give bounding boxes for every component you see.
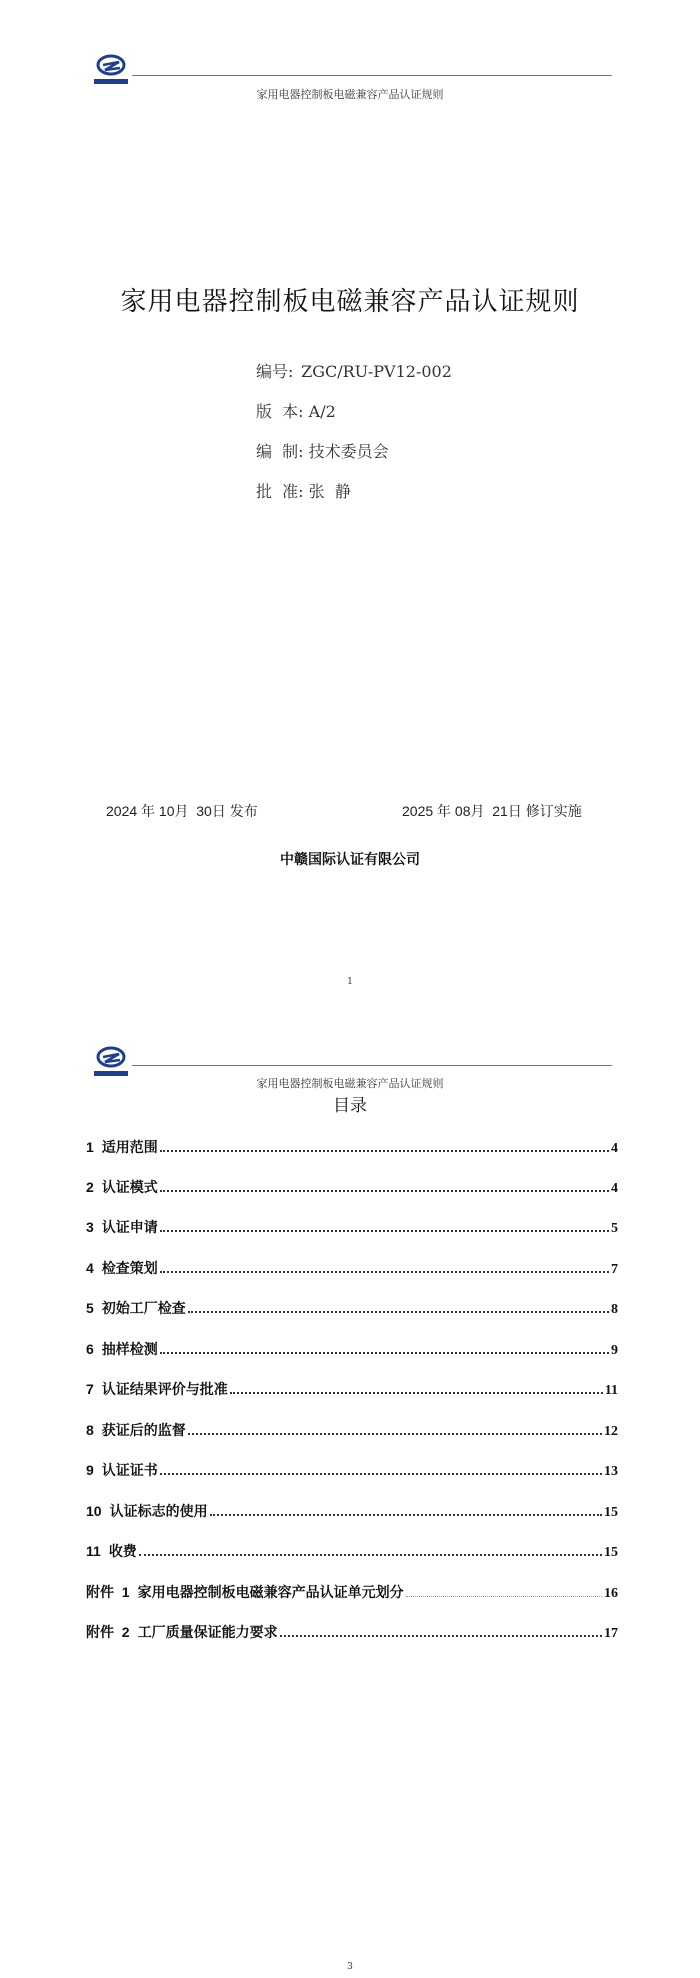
toc-entry[interactable] [86, 1420, 618, 1440]
page-number: 3 [347, 1962, 353, 1972]
toc-entry-number: 6 [86, 1341, 94, 1357]
toc-entry[interactable] [86, 1339, 618, 1359]
toc-entry-page: 9 [611, 1343, 618, 1358]
toc-entry-label: 获证后的监督 [101, 1423, 186, 1439]
meta-code [256, 359, 452, 382]
company-logo-icon [92, 53, 130, 87]
meta-version-value: A/2 [308, 402, 336, 421]
toc-entry-page: 13 [604, 1464, 618, 1479]
header-rule [132, 75, 612, 76]
toc-entry-number: 10 [86, 1503, 102, 1519]
toc-entry-number: 9 [86, 1462, 94, 1478]
toc-entry[interactable] [86, 1541, 618, 1561]
toc-entry[interactable] [86, 1258, 618, 1278]
toc-entry-label: 收费 [108, 1544, 137, 1560]
toc-entry[interactable] [86, 1622, 618, 1642]
toc-entry-page: 8 [611, 1302, 618, 1317]
toc-leader [230, 1392, 603, 1394]
document-title: 家用电器控制板电磁兼容产品认证规则 [120, 287, 580, 317]
toc-entry-label: 家用电器控制板电磁兼容产品认证单元划分 [137, 1585, 404, 1601]
toc-entry-page: 16 [604, 1586, 618, 1601]
meta-code-value: ZGC/RU-PV12-002 [301, 362, 452, 381]
toc-entry-page: 4 [611, 1181, 618, 1196]
toc-entry-label: 初始工厂检查 [101, 1301, 186, 1317]
toc-entry-number: 2 [86, 1179, 94, 1195]
toc-entry-page: 7 [611, 1262, 618, 1277]
toc-entry-page: 15 [604, 1545, 618, 1560]
toc-entry-label: 认证申请 [101, 1220, 158, 1236]
running-header: 家用电器控制板电磁兼容产品认证规则 [256, 1077, 444, 1090]
toc-entry-page: 4 [611, 1141, 618, 1156]
toc-entry-label: 适用范围 [101, 1140, 158, 1156]
toc-entry-number: 3 [86, 1219, 94, 1235]
toc-entry-label: 认证模式 [101, 1180, 158, 1196]
toc-leader [160, 1271, 609, 1273]
toc-entry-label: 检查策划 [101, 1261, 158, 1277]
toc-entry-label: 认证结果评价与批准 [101, 1382, 228, 1398]
meta-approved-value: 张 静 [308, 482, 351, 501]
meta-compiled [256, 439, 389, 462]
toc-entry-number: 1 [86, 1139, 94, 1155]
meta-approved-label: 批 准: [256, 482, 304, 501]
toc-entry-page: 5 [611, 1221, 618, 1236]
toc-leader [160, 1230, 609, 1232]
toc-leader [188, 1433, 602, 1435]
toc-entry-number: 附件 1 [86, 1584, 130, 1600]
header-rule [132, 1065, 612, 1066]
toc-entry-label: 认证标志的使用 [109, 1504, 208, 1520]
toc-entry-number: 11 [86, 1543, 101, 1559]
toc-entry-number: 7 [86, 1381, 94, 1397]
company-name: 中赣国际认证有限公司 [280, 851, 420, 867]
meta-approved [256, 479, 351, 502]
toc-entry-number: 5 [86, 1300, 94, 1316]
toc-entry-page: 17 [604, 1626, 618, 1641]
toc-leader [210, 1514, 602, 1516]
toc-entry-number: 附件 2 [86, 1624, 130, 1640]
toc-entry[interactable] [86, 1582, 618, 1602]
toc-leader [406, 1596, 602, 1597]
toc-entry[interactable] [86, 1217, 618, 1237]
toc-entry[interactable] [86, 1379, 618, 1399]
toc-entry-page: 15 [604, 1505, 618, 1520]
toc-leader [160, 1190, 609, 1192]
toc-entry-label: 工厂质量保证能力要求 [137, 1625, 278, 1641]
toc-entry[interactable] [86, 1137, 618, 1157]
meta-compiled-value: 技术委员会 [308, 442, 389, 461]
toc-leader [160, 1150, 609, 1152]
toc-entry-number: 4 [86, 1260, 94, 1276]
toc-leader [160, 1352, 609, 1354]
meta-version-label: 版 本: [256, 402, 304, 421]
toc-entry[interactable] [86, 1298, 618, 1318]
toc-leader [139, 1554, 602, 1556]
page-number: 1 [347, 977, 353, 987]
toc-entry-number: 8 [86, 1422, 94, 1438]
company-logo-icon [92, 1045, 130, 1079]
toc-leader [160, 1473, 602, 1475]
toc-leader [188, 1311, 609, 1313]
toc-title: 目录 [333, 1096, 367, 1116]
meta-code-label: 编号: [256, 362, 294, 381]
toc-entry[interactable] [86, 1177, 618, 1197]
publish-date: 2024 年 10月 30日 发布 [106, 803, 258, 819]
effective-date: 2025 年 08月 21日 修订实施 [402, 803, 582, 819]
toc-entry[interactable] [86, 1460, 618, 1480]
toc-entry-label: 抽样检测 [101, 1342, 158, 1358]
toc-entry[interactable] [86, 1501, 618, 1521]
meta-compiled-label: 编 制: [256, 442, 304, 461]
meta-version [256, 399, 336, 422]
toc-entry-label: 认证证书 [101, 1463, 158, 1479]
toc-entry-page: 11 [604, 1383, 618, 1398]
toc-leader [280, 1635, 602, 1637]
toc-entry-page: 12 [604, 1424, 618, 1439]
running-header: 家用电器控制板电磁兼容产品认证规则 [256, 88, 444, 101]
